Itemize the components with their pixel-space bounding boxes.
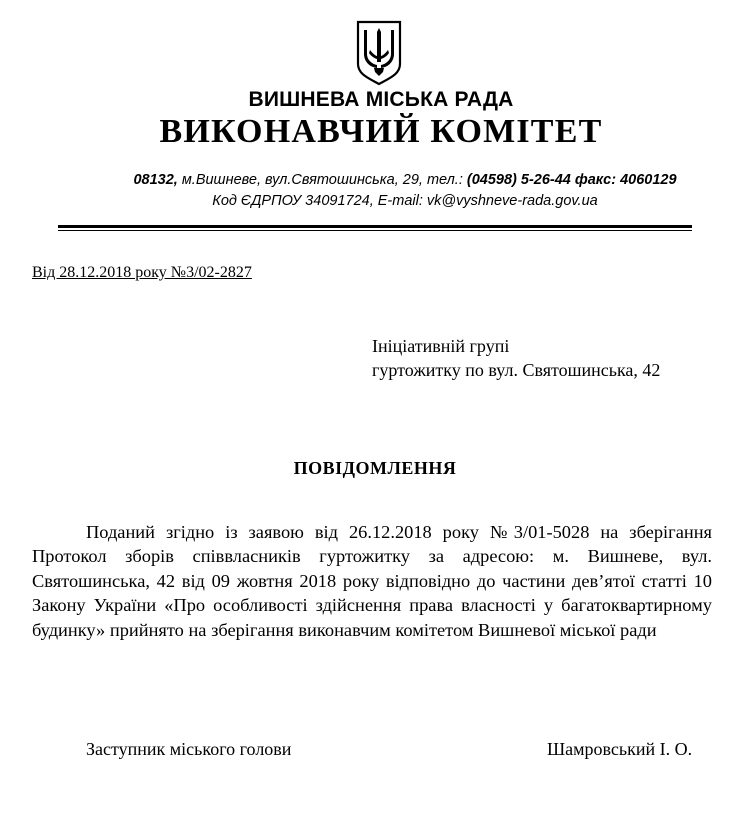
contact-line-edrpou: Код ЄДРПОУ 34091724, E-mail: vk@vyshneve-rada.gov.ua xyxy=(212,193,598,209)
recipient-line: Ініціативній групі xyxy=(372,336,510,356)
fax-label: факс: xyxy=(570,172,621,188)
recipient-line: гуртожитку по вул. Святошинська, 42 xyxy=(372,360,661,380)
committee-name: ВИКОНАВЧИЙ КОМІТЕТ xyxy=(159,113,603,150)
phone: (04598) 5-26-44 xyxy=(466,172,571,188)
signatory-position: Заступник міського голови xyxy=(86,739,292,759)
postcode: 08132, xyxy=(133,172,178,188)
header-divider-thick xyxy=(58,225,692,228)
signatory-name: Шамровський І. О. xyxy=(547,739,693,759)
recipient-block xyxy=(372,334,660,382)
body-paragraph: Поданий згідно із заявою від 26.12.2018 року №3/01-5028 на зберігання Протокол зборів співвласників гуртожитку за адресою: м. Вишневе, вул. Святошинська, 42 від 09 жовтня 2018 року відповідно до частини дев’ятої статті 10 Закону України «Про особливості здійснення права власності у багатоквартирному будинку» прийнято на зберігання виконавчим комітетом Вишневої міської ради xyxy=(32,522,712,640)
document-title: ПОВІДОМЛЕННЯ xyxy=(293,458,457,478)
council-name: ВИШНЕВА МІСЬКА РАДА xyxy=(248,88,514,111)
outgoing-number: Від 28.12.2018 року №3/02-2827 xyxy=(32,264,252,281)
coat-of-arms-icon xyxy=(356,20,402,86)
header-divider-thin xyxy=(58,230,692,231)
contact-line-address xyxy=(0,172,750,188)
address: м.Вишневе, вул.Святошинська, 29, тел.: xyxy=(177,172,467,188)
fax: 4060129 xyxy=(620,172,677,188)
